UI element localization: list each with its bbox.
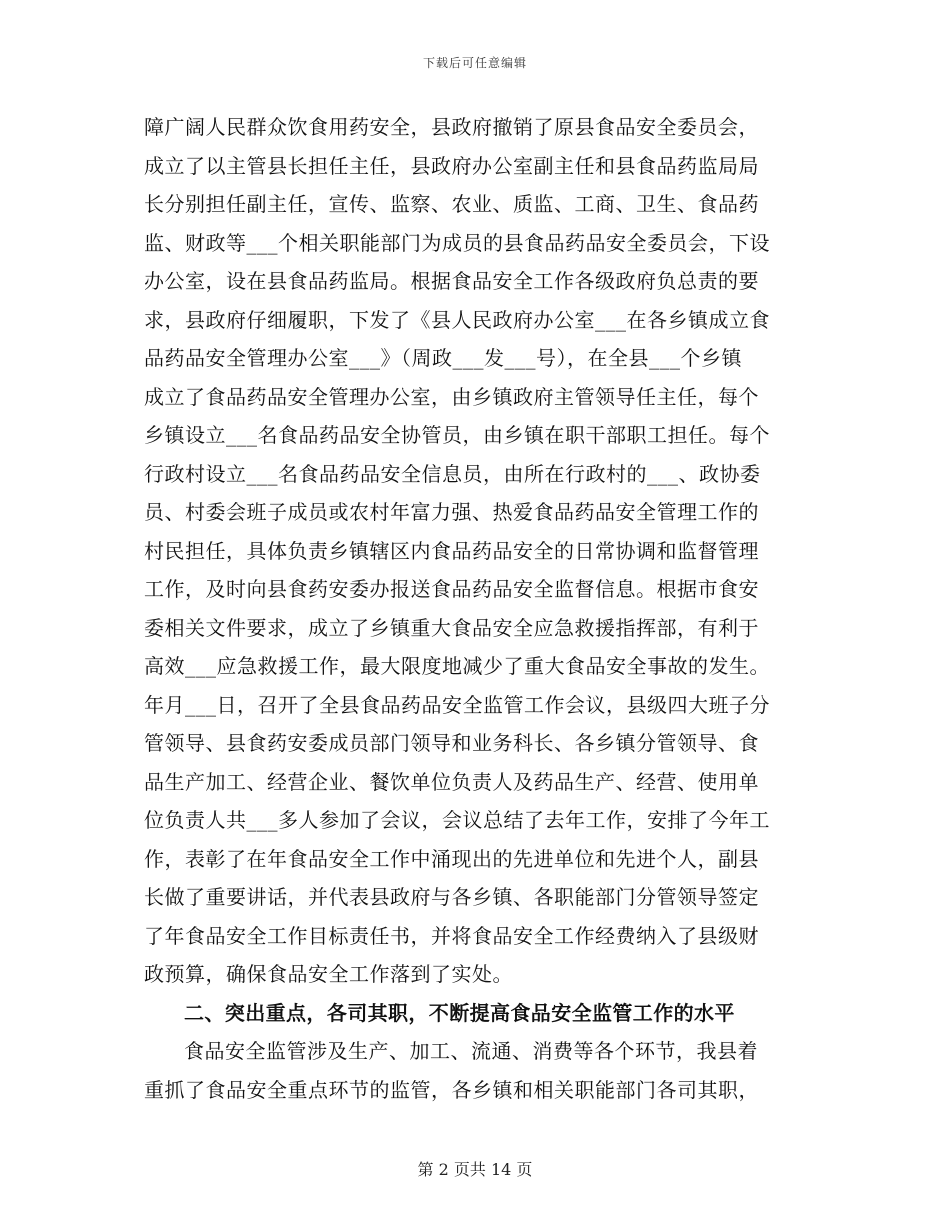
body-line: 委相关文件要求，成立了乡镇重大食品安全应急救援指挥部，有利于 xyxy=(144,615,759,640)
body-line: 村民担任，具体负责乡镇辖区内食品药品安全的日常协调和监督管理 xyxy=(144,538,759,563)
body-line: 监、财政等___个相关职能部门为成员的县食品药品安全委员会，下设 xyxy=(144,230,770,255)
body-line: 食品安全监管涉及生产、加工、流通、消费等各个环节，我县着 xyxy=(184,1039,758,1063)
body-line: 工作，及时向县食药安委办报送食品药品安全监督信息。根据市食安 xyxy=(144,577,759,601)
page-footer: 第 2 页共 14 页 xyxy=(417,1160,533,1179)
page-header: 下载后可任意编辑 xyxy=(422,56,527,70)
body-line: 长分别担任副主任，宣传、监察、农业、质监、工商、卫生、食品药 xyxy=(144,192,759,216)
body-line: 高效___应急救援工作，最大限度地减少了重大食品安全事故的发生。 xyxy=(144,654,770,678)
body-line: 办公室，设在县食品药监局。根据食品安全工作各级政府负总责的要 xyxy=(144,269,759,293)
body-line: 了年食品安全工作目标责任书，并将食品安全工作经费纳入了县级财 xyxy=(144,923,759,948)
body-line: 政预算，确保食品安全工作落到了实处。 xyxy=(144,962,513,986)
body-line: 品生产加工、经营企业、餐饮单位负责人及药品生产、经营、使用单 xyxy=(144,769,759,794)
body-line: 成立了食品药品安全管理办公室，由乡镇政府主管领导任主任，每个 xyxy=(144,384,759,409)
body-line: 障广阔人民群众饮食用药安全，县政府撤销了原县食品安全委员会， xyxy=(144,115,759,139)
body-line: 作，表彰了在年食品安全工作中涌现出的先进单位和先进个人，副县 xyxy=(144,846,759,871)
body-line: 求，县政府仔细履职，下发了《县人民政府办公室___在各乡镇成立食 xyxy=(144,307,770,332)
body-line: 乡镇设立___名食品药品安全协管员，由乡镇在职干部职工担任。每个 xyxy=(144,423,770,447)
body-line: 品药品安全管理办公室___》（周政___发___号），在全县___个乡镇 xyxy=(144,346,742,370)
body-line: 年月___日，召开了全县食品药品安全监管工作会议，县级四大班子分 xyxy=(144,692,770,717)
body-line: 位负责人共___多人参加了会议，会议总结了去年工作，安排了今年工 xyxy=(144,808,770,832)
body-line: 长做了重要讲话，并代表县政府与各乡镇、各职能部门分管领导签定 xyxy=(144,885,759,909)
document-body xyxy=(144,108,794,1109)
section-heading: 二、突出重点，各司其职，不断提高食品安全监管工作的水平 xyxy=(184,1000,735,1025)
body-line: 行政村设立___名食品药品安全信息员，由所在行政村的___、政协委 xyxy=(144,461,761,486)
body-line: 成立了以主管县长担任主任，县政府办公室副主任和县食品药监局局 xyxy=(144,153,759,178)
body-line: 管领导、县食药安委成员部门领导和业务科长、各乡镇分管领导、食 xyxy=(144,731,759,755)
body-line: 重抓了食品安全重点环节的监管，各乡镇和相关职能部门各司其职， xyxy=(144,1077,759,1102)
body-line: 员、村委会班子成员或农村年富力强、热爱食品药品安全管理工作的 xyxy=(144,500,759,524)
